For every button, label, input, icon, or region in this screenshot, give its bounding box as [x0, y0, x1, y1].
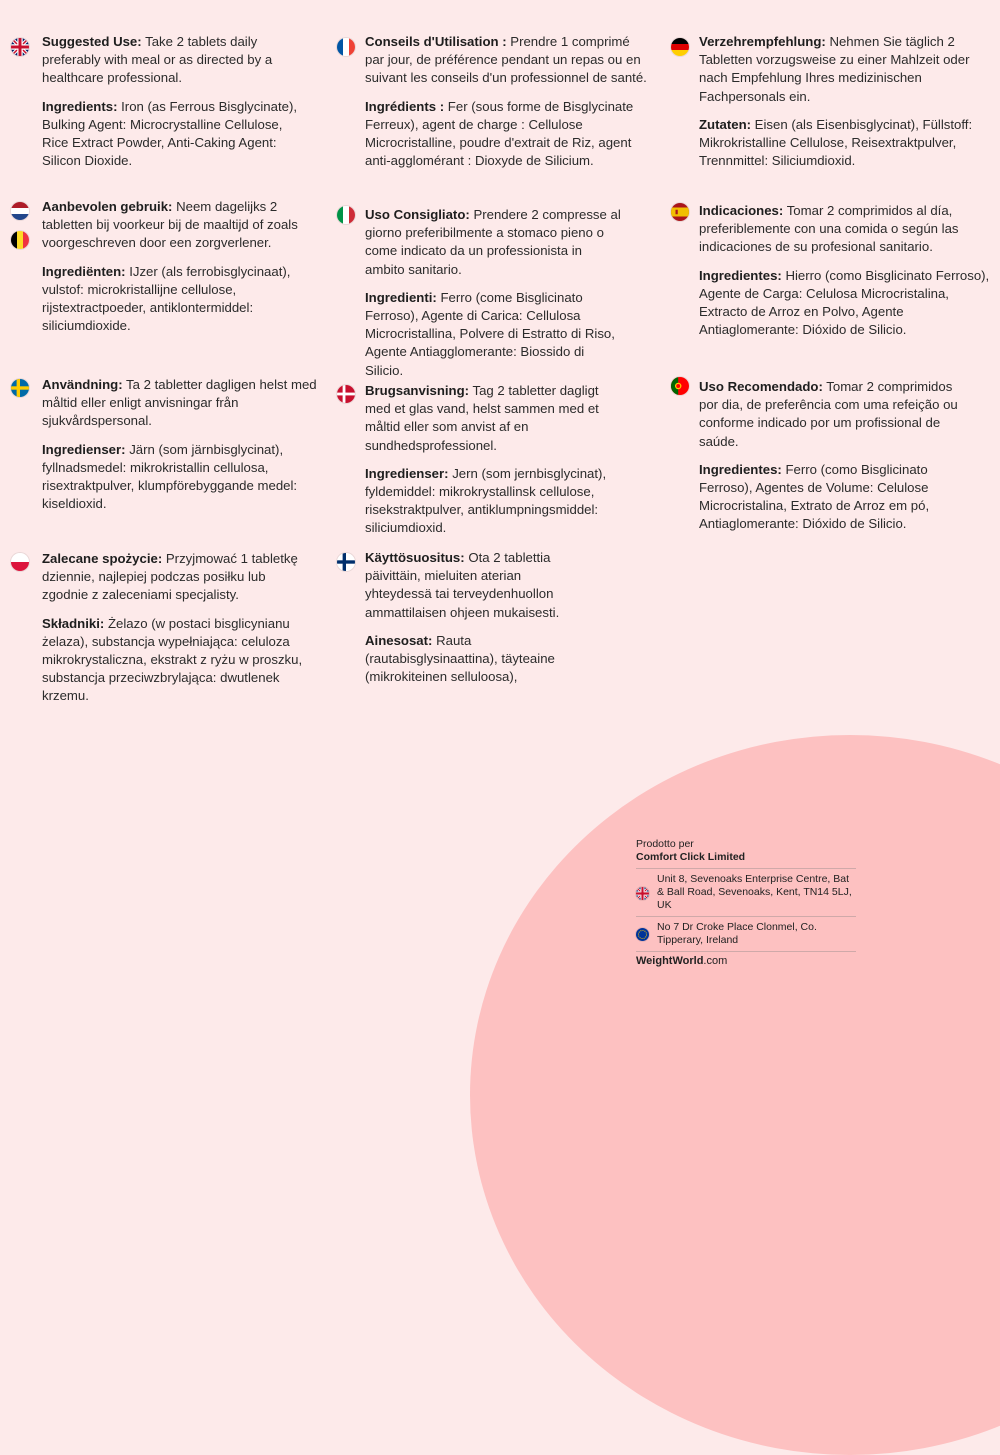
denmark-flag-icon	[337, 385, 355, 403]
spain-flag-icon	[671, 203, 689, 221]
suggested-use: Brugsanvisning: Tag 2 tabletter dagligt med et glas vand, helst sammen med et måltid eller som anvist af en sundhedsprofessionel.	[365, 383, 599, 453]
made-by-label: Prodotto per	[636, 838, 694, 850]
manufacturer-info	[636, 838, 856, 968]
sweden-flag-icon	[11, 379, 29, 397]
section-finnish	[365, 549, 590, 696]
uk-flag-icon	[11, 38, 29, 56]
belgium-flag-icon	[11, 231, 29, 249]
france-flag-icon	[337, 38, 355, 56]
ingredients: Ingredienser: Järn (som järnbisglycinat), fyllnadsmedel: mikrokristallin cellulosa, risextraktpulver, klumpförebyggande medel: kiseldioxid.	[42, 441, 298, 512]
netherlands-flag-icon	[11, 202, 29, 220]
uk-address-row	[636, 868, 856, 916]
section-danish	[365, 382, 617, 548]
section-english	[42, 33, 310, 180]
suggested-use: Käyttösuositus: Ota 2 tablettia päivittäin, mieluiten aterian yhteydessä tai terveydenhuollon ammattilaisen ohjeen mukaisesti.	[365, 550, 560, 620]
suggested-use: Uso Recomendado: Tomar 2 comprimidos por dia, de preferência com uma refeição ou conforme indicado por um profissional de saúde.	[699, 379, 958, 449]
section-swedish	[42, 376, 317, 523]
poland-flag-icon	[11, 553, 29, 571]
ingredients: Ingredientes: Hierro (como Bisglicinato Ferroso), Agente de Carga: Celulosa Microcristalina, Extracto de Arroz en Polvo, Agente Antiaglomerante: Dióxido de Silicio.	[699, 267, 990, 338]
section-portuguese	[699, 378, 971, 544]
company-name: Comfort Click Limited	[636, 851, 746, 863]
brand-logo: WeightWorld.com	[636, 951, 856, 968]
finland-flag-icon	[337, 553, 355, 571]
suggested-use: Indicaciones: Tomar 2 comprimidos al día, preferiblemente con una comida o según las indicaciones de su profesional sanitario.	[699, 203, 959, 255]
ingredients: Zutaten: Eisen (als Eisenbisglycinat), Füllstoff: Mikrokristalline Cellulose, Reisextraktpulver, Trennmittel: Siliciumdioxid.	[699, 116, 973, 169]
section-german	[699, 33, 974, 180]
suggested-use: Zalecane spożycie: Przyjmować 1 tabletkę dziennie, najlepiej podczas posiłku lub zgodnie z zaleceniami specjalisty.	[42, 551, 298, 603]
suggested-use: Conseils d'Utilisation : Prendre 1 comprimé par jour, de préférence pendant un repas ou en suivant les conseils d'un professionnel de santé.	[365, 34, 647, 86]
ingredients: Ingredienti: Ferro (come Bisglicinato Ferroso), Agente di Carica: Cellulosa Microcristallina, Polvere di Estratto di Riso, Agente Antiagglomerante: Biossido di Silicio.	[365, 289, 615, 378]
section-french	[365, 33, 650, 180]
eu-address-row	[636, 916, 856, 951]
portugal-flag-icon	[671, 377, 689, 395]
ingredients: Ingredientes: Ferro (como Bisglicinato Ferroso), Agentes de Volume: Celulose Microcristalina, Extrato de Arroz em pó, Antiaglomerante: Dióxido de Silicio.	[699, 461, 930, 532]
ingredients: Ingredients: Iron (as Ferrous Bisglycinate), Bulking Agent: Microcrystalline Cellulose, Rice Extract Powder, Anti-Caking Agent: Silicon Dioxide.	[42, 98, 298, 169]
section-spanish	[699, 202, 995, 349]
eu-flag-icon	[636, 928, 649, 941]
eu-address: No 7 Dr Croke Place Clonmel, Co. Tipperary, Ireland	[657, 921, 817, 946]
ingredients: Ainesosat: Rauta (rautabisglysinaattina), täyteaine (mikrokiteinen selluloosa),	[365, 632, 555, 685]
section-dutch	[42, 198, 314, 345]
ingredients: Ingredienser: Jern (som jernbisglycinat), fyldemiddel: mikrokrystallinsk cellulose, risekstraktpulver, antiklumpningsmiddel: siliciumdioxid.	[365, 465, 607, 536]
italy-flag-icon	[337, 206, 355, 224]
suggested-use: Aanbevolen gebruik: Neem dagelijks 2 tabletten bij voorkeur bij de maaltijd of zoals voorgeschreven door een zorgverlener.	[42, 199, 298, 251]
uk-flag-icon	[636, 887, 649, 900]
ingredients: Ingrediënten: IJzer (als ferrobisglycinaat), vulstof: microkristallijne cellulose, rijstextractpoeder, antiklontermiddel: siliciumdioxide.	[42, 263, 291, 334]
uk-address: Unit 8, Sevenoaks Enterprise Centre, Bat & Ball Road, Sevenoaks, Kent, TN14 5LJ, UK	[657, 873, 852, 911]
ingredients: Składniki: Żelazo (w postaci bisglicynianu żelaza), substancja wypełniająca: celuloza mikrokrystaliczna, ekstrakt z ryżu w proszku, substancja przeciwzbrylająca: dwutlenek krzemu.	[42, 615, 303, 704]
section-italian	[365, 206, 625, 390]
section-polish	[42, 550, 304, 716]
suggested-use: Verzehrempfehlung: Nehmen Sie täglich 2 Tabletten vorzugsweise zu einer Mahlzeit oder nach Empfehlung Ihres medizinischen Fachpersonals ein.	[699, 34, 970, 104]
suggested-use: Uso Consigliato: Prendere 2 compresse al giorno preferibilmente a stomaco pieno o come indicato da un professionista in ambito sanitario.	[365, 207, 621, 277]
germany-flag-icon	[671, 38, 689, 56]
suggested-use: Användning: Ta 2 tabletter dagligen helst med måltid eller enligt anvisningar från sjukvårdspersonal.	[42, 377, 317, 429]
ingredients: Ingrédients : Fer (sous forme de Bisglycinate Ferreux), agent de charge : Cellulose Microcristalline, poudre d'extrait de Riz, agent anti-agglomérant : Dioxyde de Silicium.	[365, 98, 634, 169]
suggested-use: Suggested Use: Take 2 tablets daily preferably with meal or as directed by a healthcare professional.	[42, 34, 273, 86]
